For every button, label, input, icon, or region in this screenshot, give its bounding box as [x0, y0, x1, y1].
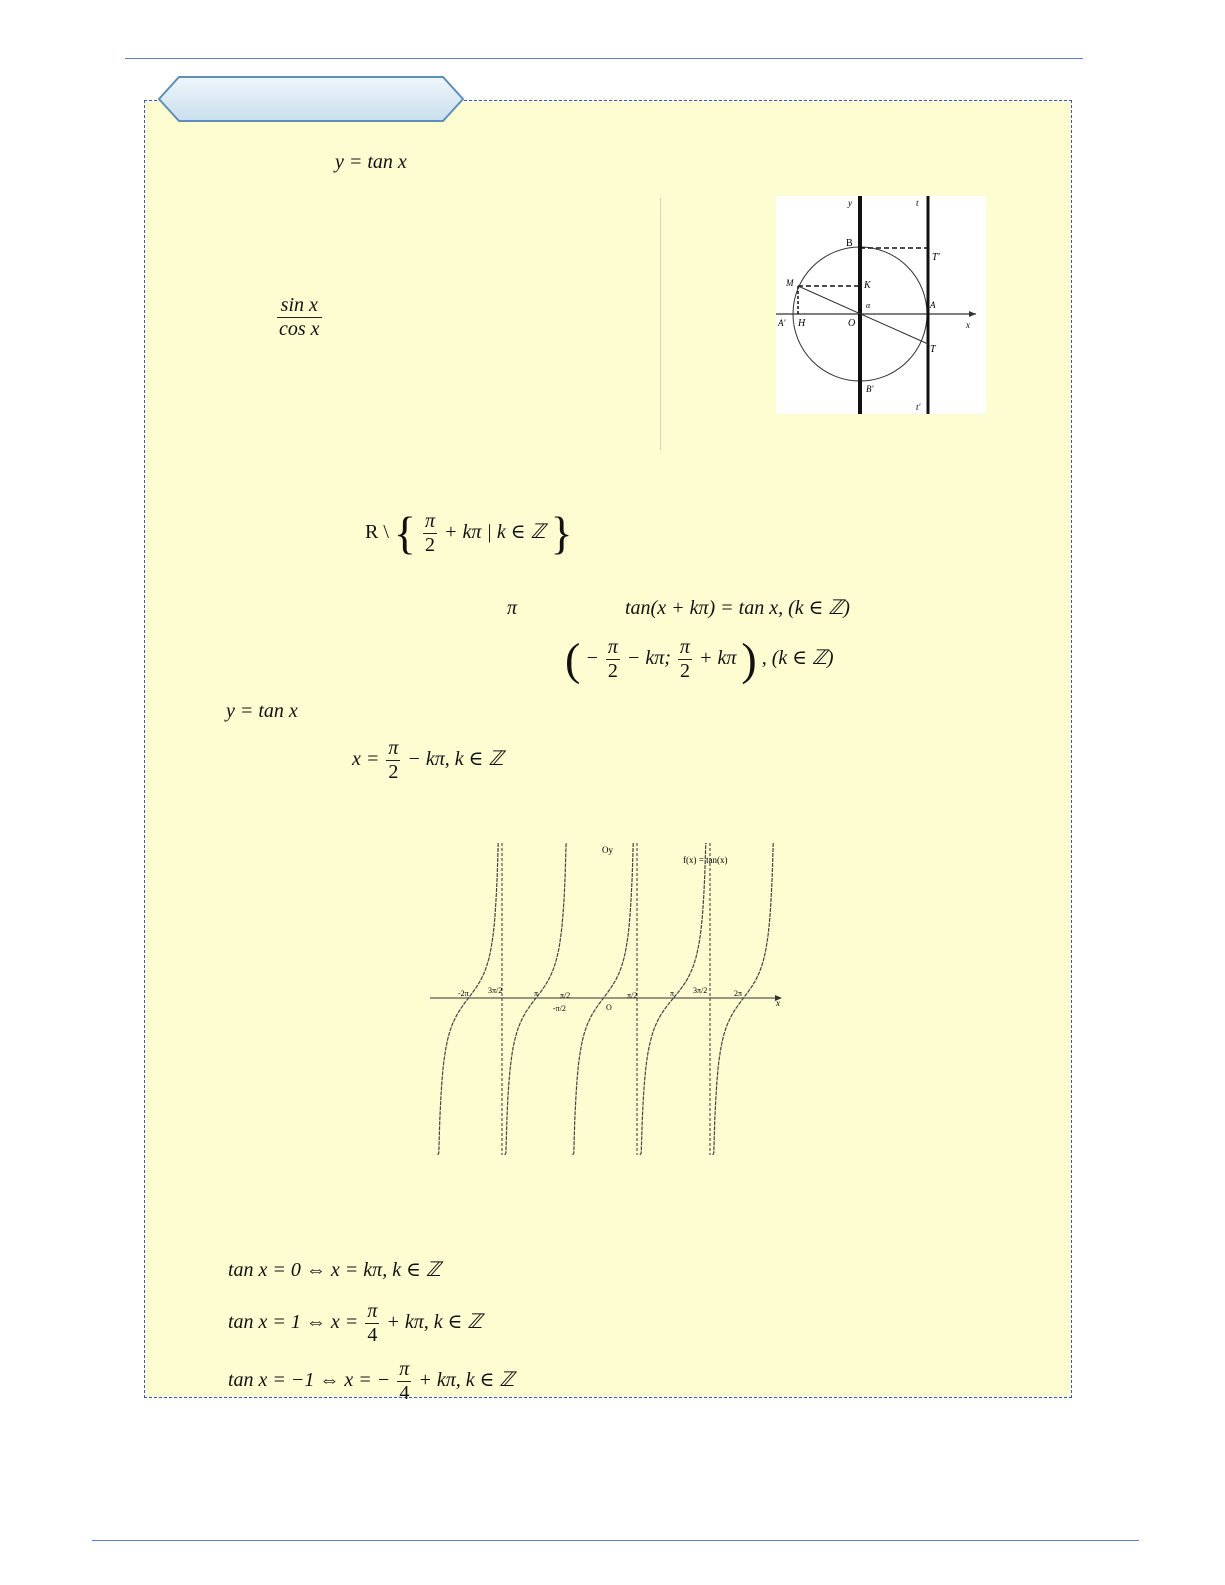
eq2-num: π — [367, 1300, 378, 1322]
tan-branch-4 — [713, 843, 774, 1155]
label-B: B — [846, 238, 853, 249]
tick-pi-2-left: π/2 — [560, 991, 571, 1000]
tick-neg-pi-2: -π/2 — [553, 1004, 566, 1013]
domain-formula — [365, 507, 573, 559]
asym-rest: − kπ, k ∈ ℤ — [407, 748, 504, 771]
interval-end: + kπ — [698, 647, 737, 670]
domain-frac-num: π — [425, 510, 436, 532]
eq3-rest: + kπ, k ∈ ℤ — [418, 1369, 515, 1392]
label-y-axis: y — [848, 198, 852, 208]
asym-den: 2 — [388, 761, 399, 783]
trig-circle-svg — [776, 196, 986, 414]
eq2-left: tan x = 1 ⇔ x = — [228, 1311, 359, 1334]
title-function: y = tan x — [335, 151, 407, 173]
interval-num2: π — [679, 636, 690, 658]
eq3-num: π — [399, 1358, 410, 1380]
equation-tan-zero: tan x = 0 ⇔ x = kπ, k ∈ ℤ — [228, 1259, 441, 1281]
function-label: y = tan x — [226, 700, 298, 722]
brace-open: { — [393, 507, 416, 559]
label-alpha: α — [866, 301, 871, 310]
tan-definition-fraction — [275, 294, 324, 341]
graph-x-label: x — [776, 998, 780, 1008]
tick-origin: O — [606, 1003, 612, 1012]
interval-left: − — [585, 647, 599, 670]
asym-num: π — [388, 737, 399, 759]
header-rule — [125, 58, 1083, 59]
footer-rule — [92, 1540, 1139, 1541]
section-tab — [157, 76, 465, 122]
label-A-prime: A' — [778, 318, 786, 328]
domain-rest: + kπ | k ∈ ℤ — [444, 521, 546, 544]
label-x-axis: x — [966, 320, 970, 330]
interval-num: π — [607, 636, 618, 658]
tan-branch-3 — [640, 843, 707, 1155]
tick-pi-left: π — [534, 989, 539, 998]
eq2-den: 4 — [367, 1324, 378, 1346]
period-equation: tan(x + kπ) = tan x, (k ∈ ℤ) — [625, 597, 850, 619]
tan-branch-2 — [573, 843, 634, 1155]
tick-2pi: 2π — [734, 989, 743, 998]
graph-legend: f(x) = tan(x) — [683, 855, 728, 865]
label-A: A — [930, 300, 936, 310]
tick-3pi-2-left: 3π/2 — [488, 986, 503, 995]
tan-branch-0 — [438, 843, 499, 1155]
tick-3pi-2-right: 3π/2 — [693, 986, 708, 995]
asymptote-formula — [352, 737, 503, 784]
interval-den2: 2 — [679, 660, 690, 682]
brace-close: } — [550, 507, 573, 559]
fraction-denominator: cos x — [279, 318, 320, 340]
asym-left: x = — [352, 748, 380, 771]
period-pi: π — [507, 597, 518, 619]
label-t-axis: t — [916, 198, 919, 208]
trig-circle-figure — [776, 196, 986, 414]
equation-tan-one — [228, 1300, 482, 1347]
eq3-den: 4 — [399, 1382, 410, 1404]
tan-curves — [438, 843, 774, 1155]
label-B-prime: B' — [866, 384, 874, 394]
domain-set: R \ — [365, 521, 389, 544]
paren-open: ( — [565, 633, 581, 685]
interval-den: 2 — [607, 660, 618, 682]
column-divider — [660, 198, 661, 450]
paren-close: ) — [741, 633, 757, 685]
interval-mid: − kπ; — [626, 647, 676, 670]
graph-y-label: Oy — [602, 845, 613, 855]
domain-frac-den: 2 — [425, 534, 436, 556]
label-H: H — [798, 318, 806, 329]
tick-neg-2pi: -2π — [458, 989, 469, 998]
eq3-left: tan x = −1 ⇔ x = − — [228, 1369, 391, 1392]
tan-graph — [430, 843, 790, 1155]
tick-pi-2-right: π/2 — [627, 991, 638, 1000]
label-T-prime-top: T' — [932, 252, 940, 263]
tan-branch-1 — [505, 843, 567, 1155]
tick-pi-right: π — [670, 989, 675, 998]
fraction-numerator: sin x — [277, 294, 322, 318]
label-K: K — [864, 280, 871, 291]
increasing-interval — [565, 633, 834, 685]
label-T: T — [930, 344, 936, 355]
interval-k: , (k ∈ ℤ) — [761, 647, 834, 670]
tan-graph-svg — [430, 843, 790, 1155]
eq2-rest: + kπ, k ∈ ℤ — [386, 1311, 483, 1334]
label-M: M — [786, 278, 794, 288]
equation-tan-neg-one — [228, 1358, 514, 1405]
label-t-prime: t' — [916, 402, 921, 412]
label-O: O — [848, 318, 856, 329]
